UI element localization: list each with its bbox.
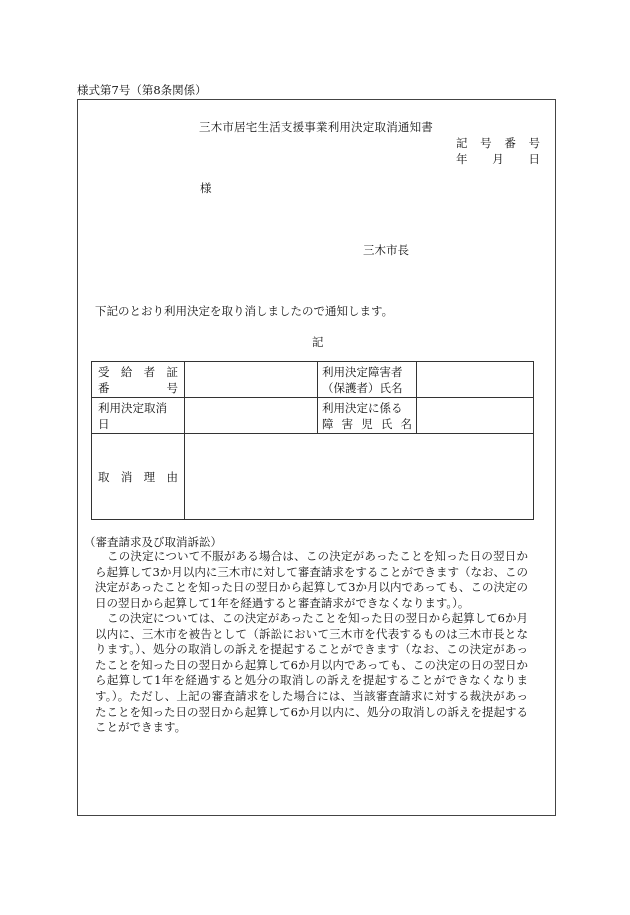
remedy-paragraph-lawsuit: この決定については、この決定があったことを知った日の翌日から起算して6か月以内に、三木市を被告として（訴訟において三木市を代表するものは三木市長となります。）、処分の取消しの訴えを提起することができます（なお、この決定があったことを知った日の翌日から起算して6か月以内であっても、この決定の日の翌日から起算して1年を経過すると処分の取消しの訴えを提起することができなくなります。）。ただし、上記の審査請求をした場合には、当該審査請求に対する裁決があったことを知った日の翌日から起算して6か月以内に、処分の取消しの訴えを提起することができます。 [95,611,528,735]
info-table [91,361,534,520]
reference-char: 号 [528,136,540,150]
reference-char: 号 [480,136,492,150]
table-row [92,434,534,520]
remedy-heading: （審査請求及び取消訴訟） [84,535,222,549]
date-char: 年 [456,152,468,166]
date-char: 日 [528,152,540,166]
reference-number-line [456,135,540,151]
child-name-label: 利用決定に係る 障 害 児 氏 名 [318,398,417,434]
child-name-cell[interactable] [417,398,534,434]
notice-text: 下記のとおり利用決定を取り消しましたので通知します。 [95,304,394,318]
date-char: 月 [492,152,504,166]
document-title: 三木市居宅生活支援事業利用決定取消通知書 [199,120,433,134]
reason-label: 取 消 理 由 [92,434,185,520]
cancel-date-cell[interactable] [185,398,318,434]
reference-char: 番 [504,136,516,150]
recipient-number-label: 受 給 者 証 番 号 [92,362,185,398]
user-name-cell[interactable] [417,362,534,398]
user-name-label: 利用決定障害者 （保護者）氏名 [318,362,417,398]
table-row [92,398,534,434]
issuer: 三木市長 [363,243,409,257]
recipient-number-cell[interactable] [185,362,318,398]
date-line [456,151,540,167]
reference-char: 記 [456,136,468,150]
ki-heading: 記 [312,335,324,349]
form-id: 様式第7号（第8条関係） [77,83,207,97]
reason-cell[interactable] [185,434,534,520]
remedy-paragraph-review: この決定について不服がある場合は、この決定があったことを知った日の翌日から起算して3か月以内に三木市に対して審査請求をすることができます（なお、この決定があったことを知った日の翌日から起算して3か月以内であっても、この決定の日の翌日から起算して1年を経過すると審査請求ができなくなります。）。 [95,549,528,610]
addressee-suffix: 様 [200,181,212,195]
cancel-date-label: 利用決定取消日 [92,398,185,434]
table-row [92,362,534,398]
